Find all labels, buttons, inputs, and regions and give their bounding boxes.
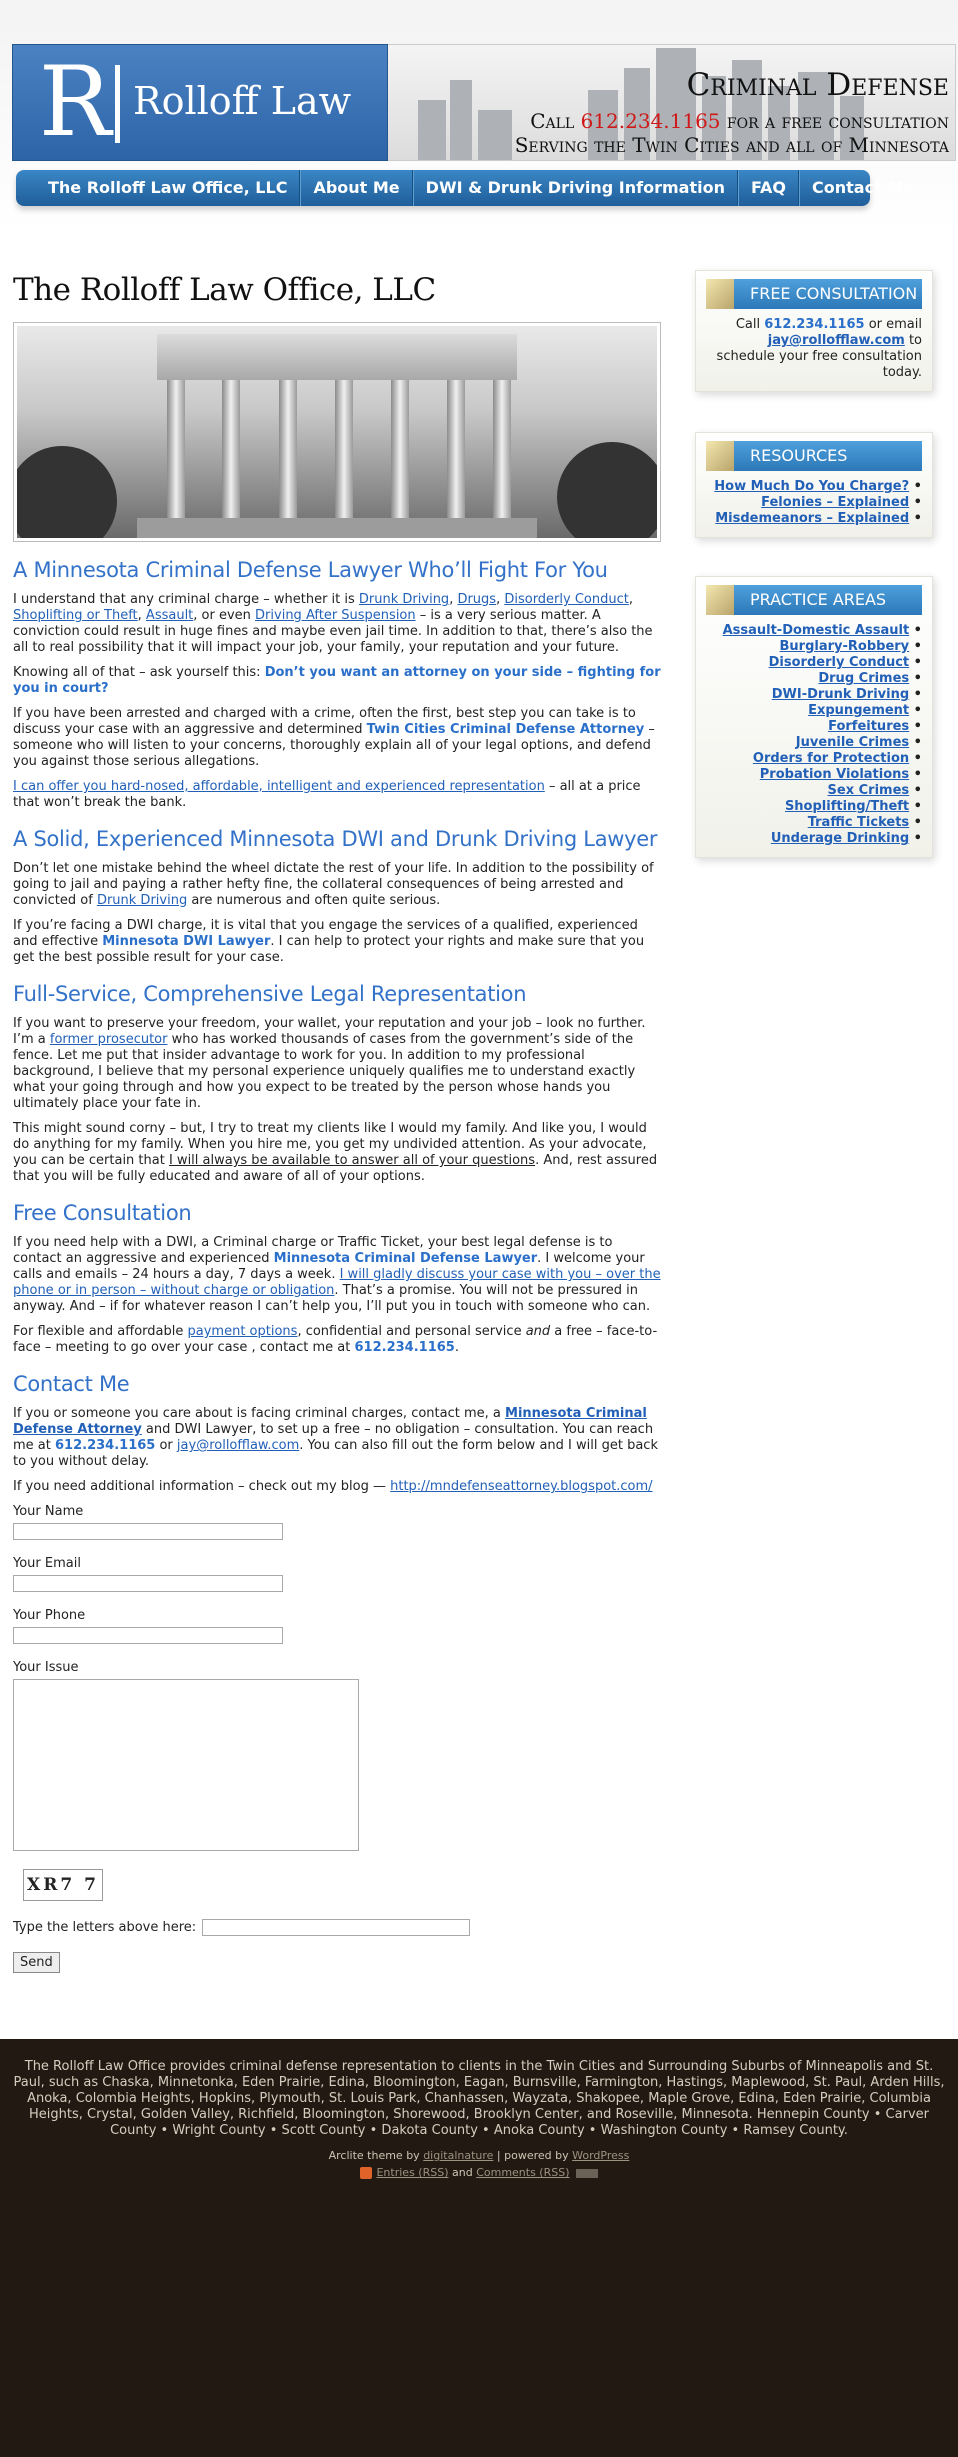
emphasis-criminal-defense-lawyer: Minnesota Criminal Defense Lawyer	[273, 1251, 538, 1266]
captcha-input[interactable]	[202, 1919, 470, 1936]
name-input[interactable]	[13, 1523, 283, 1540]
footer-text: The Rolloff Law Office provides criminal defense representation to clients in the Twin Cities and Surrounding Suburbs of Minneapolis and St. Paul, such as Chaska, Minnetonka, Eden Prairie, Edina, Bloomington, Eagan, Burnsville, Farmington, Hastings, Maplewood, St. Paul, Arden Hills, Anoka, Colombia Heights, Hopkins, Plymouth, St. Louis Park, Chanhassen, Wayzata, Shakopee, Maple Grove, Edina, Eden Prairie, Columbia Heights, Crystal, Golden Valley, Richfield, Bloomington, Shorewood, Brooklyn Center, and Roseville, Minnesota. Hennepin County • Carver County • Wright County • Scott County • Dakota County • Anoka County • Washington County • Ramsey County.	[13, 2059, 945, 2138]
widget-free-consultation	[695, 270, 933, 392]
text: to schedule your free consultation today.	[716, 333, 922, 380]
link-entries-rss[interactable]: Entries (RSS)	[376, 2166, 449, 2179]
main-nav	[16, 170, 915, 206]
resource-link-misdemeanors[interactable]: Misdemeanors – Explained	[715, 511, 910, 526]
widget-title-consultation: FREE CONSULTATION	[720, 279, 922, 309]
practice-link[interactable]: Drug Crimes	[818, 671, 910, 686]
text: – is a very serious matter. A conviction could result in huge fines and maybe even jail time. In addition to that, there’s also the all to real possibility that it will impact your job, your family, your reputation and your future.	[13, 608, 653, 655]
practice-item: Sex Crimes •	[827, 783, 922, 798]
nav-item-dwi-info[interactable]: DWI & Drunk Driving Information	[413, 170, 738, 206]
practice-link[interactable]: Probation Violations	[759, 767, 910, 782]
widget-title-resources: RESOURCES	[720, 441, 922, 471]
practice-item: Expungement •	[808, 703, 922, 718]
link-email[interactable]: jay@rollofflaw.com	[176, 1438, 300, 1453]
practice-link[interactable]: Traffic Tickets	[807, 815, 910, 830]
emphasis-dwi-lawyer: Minnesota DWI Lawyer	[102, 934, 271, 949]
footer-rss	[0, 2166, 958, 2179]
link-drunk-driving-2[interactable]: Drunk Driving	[96, 893, 188, 908]
text: ,	[496, 592, 505, 607]
paragraph-ask-yourself	[13, 665, 663, 697]
rss-icon	[360, 2167, 372, 2179]
resource-item: Misdemeanors – Explained •	[715, 511, 922, 526]
resource-item: Felonies – Explained •	[761, 495, 922, 510]
section-heading-free-consultation: Free Consultation	[13, 1201, 192, 1225]
paragraph-need-help	[13, 1235, 663, 1315]
text: . I can help to protect your rights and make sure that you get the best possible result for your case.	[13, 934, 645, 965]
paragraph-payment	[13, 1324, 663, 1356]
email-input[interactable]	[13, 1575, 283, 1592]
text: . You can also fill out the form below and I will get back to you without delay.	[13, 1438, 658, 1469]
text: ,	[137, 608, 146, 623]
link-payment-options[interactable]: payment options	[187, 1324, 298, 1339]
courthouse-steps	[137, 518, 537, 538]
widget-resources	[695, 432, 933, 538]
header-call-line	[530, 109, 949, 133]
paragraph-contact	[13, 1406, 663, 1470]
captcha-label: Type the letters above here:	[13, 1920, 197, 1935]
link-assault[interactable]: Assault	[145, 608, 194, 623]
header-call-prefix: Call	[530, 109, 575, 133]
text: Call	[735, 317, 765, 332]
skyline-banner	[388, 44, 956, 161]
link-shoplifting[interactable]: Shoplifting or Theft	[13, 608, 138, 623]
practice-item: Probation Violations •	[759, 767, 922, 782]
practice-item: Underage Drinking •	[770, 831, 922, 846]
text: and	[448, 2166, 477, 2179]
courthouse-column	[447, 380, 465, 526]
text: This might sound corny – but, I try to treat my clients like I would my family. And like you, I would do anything for my family. When you hire me, you get my undivided attention. As your advocate, you can be certain that	[13, 1121, 647, 1168]
text: ,	[449, 592, 458, 607]
link-driving-after-suspension[interactable]: Driving After Suspension	[255, 608, 416, 623]
practice-item: Juvenile Crimes •	[795, 735, 922, 750]
practice-item: Traffic Tickets •	[807, 815, 922, 830]
link-disorderly-conduct[interactable]: Disorderly Conduct	[504, 592, 629, 607]
practice-link[interactable]: Assault-Domestic Assault	[722, 623, 910, 638]
link-blog[interactable]: http://mndefenseattorney.blogspot.com/	[390, 1479, 653, 1494]
skyline-building	[478, 110, 512, 160]
issue-textarea[interactable]	[13, 1679, 359, 1851]
widget-consultation-body	[706, 317, 922, 381]
courthouse-column	[167, 380, 185, 526]
tree-right	[557, 442, 657, 538]
resource-link-felonies[interactable]: Felonies – Explained	[761, 495, 910, 510]
skyline-building	[450, 80, 472, 160]
captcha-row	[13, 1919, 663, 1936]
link-comments-rss[interactable]: Comments (RSS)	[476, 2166, 570, 2179]
text: or email	[864, 317, 922, 332]
text: – someone who will listen to your concerns, thoroughly explain all of your legal options, and defend you against those serious allegations.	[13, 722, 655, 769]
paragraph-criminal-charge	[13, 592, 663, 656]
valid-badge-icon[interactable]	[576, 2169, 598, 2178]
nav-item-home[interactable]: The Rolloff Law Office, LLC	[36, 170, 300, 206]
practice-link[interactable]: Orders for Protection	[752, 751, 910, 766]
practice-item: Assault-Domestic Assault •	[722, 623, 922, 638]
text: For flexible and affordable	[13, 1324, 188, 1339]
resources-list	[706, 479, 922, 527]
skyline-building	[418, 100, 446, 160]
section-heading-fight: A Minnesota Criminal Defense Lawyer Who’ll Fight For You	[13, 558, 608, 582]
text: | powered by	[493, 2149, 573, 2162]
text: , or even	[193, 608, 256, 623]
practice-link[interactable]: Shoplifting/Theft	[784, 799, 910, 814]
emphasis-and: and	[525, 1324, 551, 1339]
header-phone[interactable]: 612.234.1165	[580, 109, 721, 133]
nav-item-contact[interactable]: Contact Me	[799, 170, 926, 206]
courthouse-column	[279, 380, 297, 526]
practice-link[interactable]: DWI-Drunk Driving	[771, 687, 910, 702]
courthouse-column	[391, 380, 409, 526]
emphasis-available: I will always be available to answer all of your questions	[168, 1153, 536, 1168]
phone-input[interactable]	[13, 1627, 283, 1644]
paragraph-representation	[13, 779, 663, 811]
nav-item-about[interactable]: About Me	[300, 170, 412, 206]
text: Arclite theme by	[328, 2149, 424, 2162]
site-logo[interactable]	[12, 44, 388, 161]
text: . I welcome your calls and emails – 24 hours a day, 7 days a week.	[13, 1251, 645, 1282]
header-serving-line: Serving the Twin Cities and all of Minnesota	[514, 133, 949, 157]
sidebar-email-link[interactable]: jay@rollofflaw.com	[767, 333, 905, 348]
resource-item: How Much Do You Charge? •	[714, 479, 922, 494]
logo-divider	[115, 65, 120, 143]
paragraph-one-mistake	[13, 861, 663, 909]
tree-left	[17, 446, 117, 538]
phone-number[interactable]: 612.234.1165	[354, 1340, 455, 1355]
paragraph-corny	[13, 1121, 663, 1185]
section-heading-full-service: Full-Service, Comprehensive Legal Representation	[13, 982, 527, 1006]
link-drugs[interactable]: Drugs	[457, 592, 497, 607]
text: or	[155, 1438, 177, 1453]
paragraph-arrested	[13, 706, 663, 770]
courthouse-column	[493, 380, 511, 526]
widget-title-practice: PRACTICE AREAS	[720, 585, 922, 615]
link-representation[interactable]: I can offer you hard-nosed, affordable, intelligent and experienced representation	[13, 779, 545, 794]
courthouse-column	[222, 380, 240, 526]
text: .	[454, 1340, 459, 1355]
name-label: Your Name	[13, 1504, 84, 1519]
paragraph-preserve-freedom	[13, 1016, 663, 1112]
section-heading-contact: Contact Me	[13, 1372, 130, 1396]
text: Don’t let one mistake behind the wheel dictate the rest of your life. In addition to the possibility of going to jail and paying a rather hefty fine, the collateral consequences of being arrested and convicted of	[13, 861, 654, 908]
paragraph-blog	[13, 1479, 663, 1495]
footer-credits	[0, 2149, 958, 2162]
practice-list	[706, 623, 922, 847]
text: If you or someone you care about is facing criminal charges, contact me, a	[13, 1406, 506, 1421]
text: If you’re facing a DWI charge, it is vital that you engage the services of a qualified, experienced and effective	[13, 918, 638, 949]
nav-item-faq[interactable]: FAQ	[738, 170, 799, 206]
practice-link[interactable]: Juvenile Crimes	[795, 735, 910, 750]
courthouse-photo	[13, 322, 661, 542]
emphasis-attorney: Don’t you want an attorney on your side – fighting for you in court?	[13, 665, 661, 696]
text: If you have been arrested and charged with a crime, often the first, best step you can take is to discuss your case with an aggressive and determined	[13, 706, 636, 737]
issue-label: Your Issue	[13, 1660, 79, 1675]
practice-link[interactable]: Forfeitures	[828, 719, 910, 734]
page-title: The Rolloff Law Office, LLC	[13, 272, 436, 308]
phone-label: Your Phone	[13, 1608, 86, 1623]
logo-letter: R	[38, 46, 112, 158]
courthouse-roof	[157, 334, 517, 380]
practice-item: Drug Crimes •	[818, 671, 922, 686]
header-title: Criminal Defense	[686, 67, 949, 103]
practice-link[interactable]: Sex Crimes	[827, 783, 910, 798]
practice-item: Disorderly Conduct •	[768, 655, 922, 670]
logo-name: Rolloff Law	[133, 79, 352, 123]
link-criminal-defense-attorney[interactable]: Minnesota Criminal Defense Attorney	[13, 1406, 647, 1437]
text: a free – face-to-face – meeting to go over your case , contact me at	[13, 1324, 658, 1355]
practice-link[interactable]: Underage Drinking	[770, 831, 910, 846]
practice-item: Shoplifting/Theft •	[784, 799, 922, 814]
resource-link-charges[interactable]: How Much Do You Charge?	[714, 479, 910, 494]
link-wordpress[interactable]: WordPress	[572, 2149, 630, 2162]
sidebar-phone[interactable]: 612.234.1165	[764, 317, 865, 332]
text: . That’s a promise. You will not be pressured in anyway. And – if for whatever reason I can’t help you, I’ll put you in touch with someone who can.	[13, 1283, 651, 1314]
text: If you want to preserve your freedom, your wallet, your reputation and your job – look no further. I’m a	[13, 1016, 646, 1047]
section-heading-dwi: A Solid, Experienced Minnesota DWI and Drunk Driving Lawyer	[13, 827, 658, 851]
courthouse-column	[335, 380, 353, 526]
widget-practice-areas	[695, 576, 933, 858]
practice-link[interactable]: Burglary-Robbery	[779, 639, 910, 654]
text: I understand that any criminal charge – whether it is	[13, 592, 359, 607]
emphasis-twin-cities-attorney: Twin Cities Criminal Defense Attorney	[366, 722, 645, 737]
phone-number-2[interactable]: 612.234.1165	[55, 1438, 156, 1453]
text: and DWI Lawyer, to set up a free – no obligation – consultation. You can reach me at	[13, 1422, 654, 1453]
email-label: Your Email	[13, 1556, 81, 1571]
text: are numerous and often quite serious.	[187, 893, 441, 908]
site-footer	[0, 2039, 958, 2457]
practice-item: Burglary-Robbery •	[779, 639, 922, 654]
text: If you need additional information – check out my blog —	[13, 1479, 391, 1494]
courthouse-photo-image	[17, 326, 657, 538]
main-content	[13, 272, 663, 1973]
link-digitalnature[interactable]: digitalnature	[423, 2149, 494, 2162]
text: . And, rest assured that you will be fully educated and aware of all of your options.	[13, 1153, 658, 1184]
header-call-suffix: for a free consultation	[726, 109, 949, 133]
site-header	[12, 44, 956, 161]
practice-item: DWI-Drunk Driving •	[771, 687, 922, 702]
practice-item: Forfeitures •	[828, 719, 922, 734]
link-drunk-driving[interactable]: Drunk Driving	[358, 592, 450, 607]
contact-form	[13, 1504, 663, 1973]
link-discuss-case[interactable]: I will gladly discuss your case with you – over the phone or in person – without charge or obligation	[13, 1267, 661, 1298]
text: – all at a price that won’t break the bank.	[13, 779, 641, 810]
text: Knowing all of that – ask yourself this:	[13, 665, 265, 680]
text: If you need help with a DWI, a Criminal charge or Traffic Ticket, your best legal defense is to contact an aggressive and experienced	[13, 1235, 613, 1266]
practice-link[interactable]: Expungement	[808, 703, 910, 718]
text: ,	[628, 592, 633, 607]
send-button[interactable]: Send	[13, 1952, 60, 1973]
practice-item: Orders for Protection •	[752, 751, 922, 766]
text: who has worked thousands of cases from the government’s side of the fence. Let me put that insider advantage to work for you. In addition to my professional background, I believe that my personal experience uniquely qualifies me to understand exactly what your going through and how you expect to be treated by the person whose hands you ultimately place your fate in.	[13, 1032, 636, 1111]
paragraph-dwi-charge	[13, 918, 663, 966]
captcha-image: XR7 7	[23, 1869, 103, 1901]
link-former-prosecutor[interactable]: former prosecutor	[49, 1032, 168, 1047]
text: , confidential and personal service	[297, 1324, 526, 1339]
practice-link[interactable]: Disorderly Conduct	[768, 655, 910, 670]
